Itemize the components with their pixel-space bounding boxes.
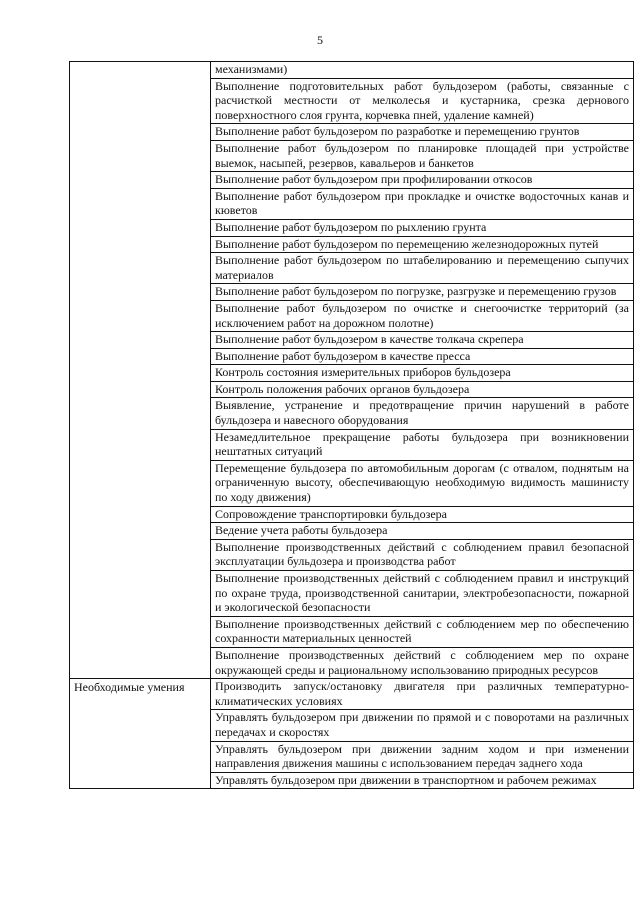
item-cell — [211, 78, 634, 124]
item-text: Незамедлительное прекращение работы бульдозера при возникновении нештатных ситуаций — [215, 429, 629, 459]
item-cell — [211, 140, 634, 171]
item-cell — [211, 772, 634, 789]
item-text: Выполнение производственных действий с соблюдением правил и инструкций по охране труда, производственной санитарии, электробезопасности, пожарной и экологической безопасности — [215, 571, 629, 615]
item-text: Управлять бульдозером при движении в транспортном и рабочем режимах — [215, 772, 597, 787]
item-text: Выполнение работ бульдозером при профилировании откосов — [215, 172, 533, 187]
category-label: Необходимые умения — [74, 680, 185, 695]
item-text: Выполнение работ бульдозером по планировке площадей при устройстве выемок, насыпей, резервов, кавальеров и банкетов — [215, 140, 629, 170]
item-text: Сопровождение транспортировки бульдозера — [215, 506, 447, 521]
item-cell — [211, 348, 634, 365]
table-row — [70, 62, 634, 79]
item-cell — [211, 429, 634, 460]
item-cell — [211, 571, 634, 617]
item-cell — [211, 253, 634, 284]
item-text: Выявление, устранение и предотвращение причин нарушений в работе бульдозера и навесного оборудования — [215, 398, 629, 428]
item-cell — [211, 62, 634, 79]
item-cell — [211, 236, 634, 253]
item-text: Ведение учета работы бульдозера — [215, 523, 388, 538]
item-cell — [211, 172, 634, 189]
item-text: Выполнение подготовительных работ бульдозером (работы, связанные с расчисткой местности от мелколесья и кустарника, срезка дернового поверхностного слоя грунта, корчевка пней, удаление камней) — [215, 78, 629, 122]
item-text: Выполнение производственных действий с соблюдением правил безопасной эксплуатации бульдозера и производства работ — [215, 539, 629, 569]
page-number: 5 — [317, 33, 323, 47]
item-text: Выполнение работ бульдозером по очистке и снегоочистке территорий (за исключением работ на дорожном полотне) — [215, 300, 629, 330]
item-text: Выполнение производственных действий с соблюдением мер по охране окружающей среды и рациональному использованию природных ресурсов — [215, 647, 629, 677]
item-text: Контроль положения рабочих органов бульдозера — [215, 381, 470, 396]
item-text: Управлять бульдозером при движении по прямой и с поворотами на различных передачах и скоростях — [215, 710, 629, 739]
item-text: Производить запуск/остановку двигателя при различных температурно-климатических условиях — [215, 679, 629, 708]
item-cell — [211, 710, 634, 741]
category-cell — [70, 62, 211, 679]
item-text: механизмами) — [215, 62, 288, 76]
item-text: Выполнение работ бульдозером в качестве толкача скрепера — [215, 332, 524, 347]
item-cell — [211, 741, 634, 772]
item-cell — [211, 332, 634, 349]
item-cell — [211, 539, 634, 570]
item-cell — [211, 381, 634, 398]
qualification-table — [69, 61, 634, 789]
item-cell — [211, 365, 634, 382]
item-text: Выполнение работ бульдозером при прокладке и очистке водосточных канав и кюветов — [215, 188, 629, 218]
item-cell — [211, 124, 634, 141]
category-cell — [70, 679, 211, 789]
item-cell — [211, 188, 634, 219]
item-cell — [211, 523, 634, 540]
item-text: Выполнение работ бульдозером в качестве пресса — [215, 348, 471, 363]
item-text: Контроль состояния измерительных приборов бульдозера — [215, 365, 511, 380]
item-cell — [211, 616, 634, 647]
item-cell — [211, 460, 634, 506]
item-text: Выполнение работ бульдозером по погрузке, разгрузке и перемещению грузов — [215, 284, 617, 299]
item-cell — [211, 398, 634, 429]
item-text: Выполнение работ бульдозером по рыхлению грунта — [215, 219, 487, 234]
item-cell — [211, 300, 634, 331]
item-cell — [211, 506, 634, 523]
item-cell — [211, 284, 634, 301]
table-row — [70, 679, 634, 710]
item-text: Выполнение работ бульдозером по штабелированию и перемещению сыпучих материалов — [215, 253, 629, 282]
item-text: Выполнение работ бульдозером по разработке и перемещению грунтов — [215, 124, 580, 139]
item-cell — [211, 679, 634, 710]
item-text: Перемещение бульдозера по автомобильным дорогам (с отвалом, поднятым на ограниченную высоту, обеспечивающую необходимую видимость машинисту по ходу движения) — [215, 460, 629, 505]
item-cell — [211, 219, 634, 236]
item-text: Выполнение работ бульдозером по перемещению железнодорожных путей — [215, 236, 599, 251]
item-text: Выполнение производственных действий с соблюдением мер по обеспечению сохранности материальных ценностей — [215, 616, 629, 646]
item-cell — [211, 647, 634, 678]
item-text: Управлять бульдозером при движении задним ходом и при изменении направления движения машины с использованием передач заднего хода — [215, 741, 629, 771]
